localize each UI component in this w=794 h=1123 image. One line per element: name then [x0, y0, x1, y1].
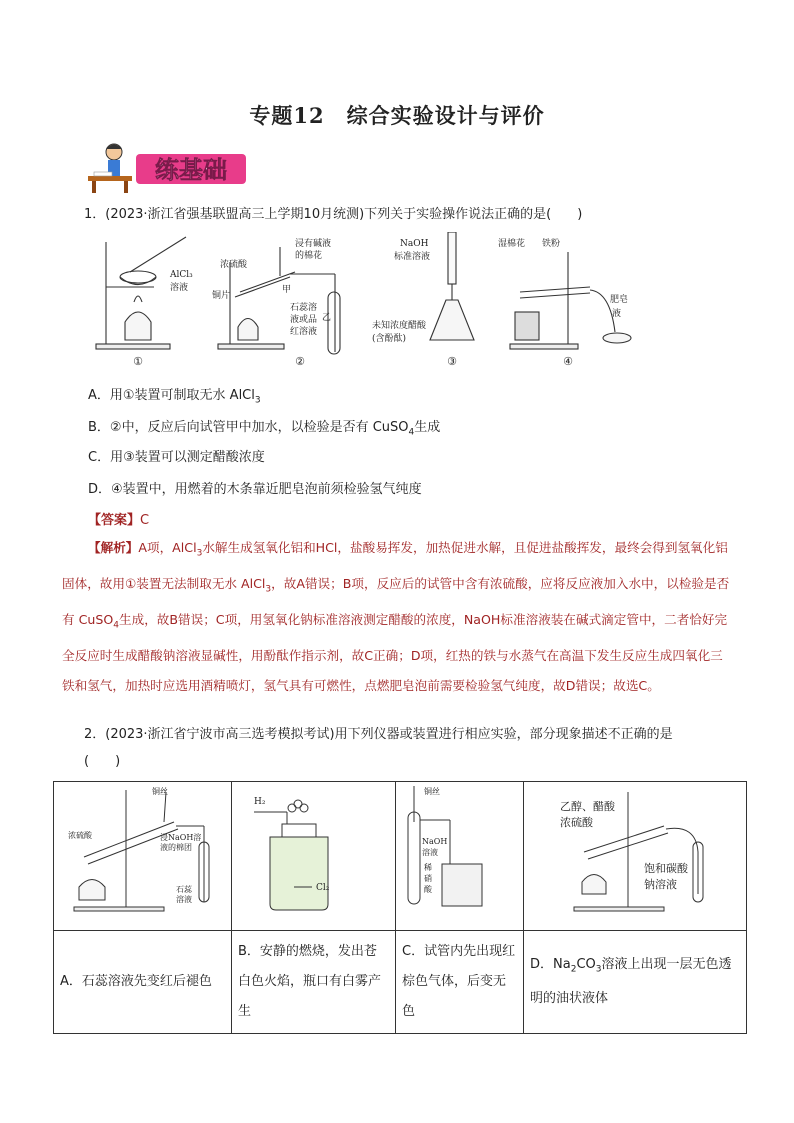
question-1-figure [90, 232, 650, 372]
label-naoh-2: 标准溶液 [394, 252, 431, 262]
label-dilute-3: 酸 [424, 885, 432, 894]
cell-fig-b [232, 782, 396, 931]
label-solution: 溶液 [170, 283, 189, 293]
label-litmus-2: 液或品 [290, 315, 318, 325]
label-reagents-2: 浓硫酸 [560, 816, 593, 829]
cell-fig-c [396, 782, 524, 931]
page-title: 专题12 综合实验设计与评价 [249, 103, 545, 128]
analysis: 【解析】A项，AlCl$_3$水解生成氢氧化铝和HCl，盐酸易挥发，加热促进水解，且促进盐酸挥发，最终会得到氢氧化铝固体，故用①装置无法制取无水 AlCl$_3$，故A错误；B项，反应后的试管中含有浓硫酸，应将反应液加入水中，以检验是否有 CuSO$_4$生成，故B错误；C项，用氢氧化钠标准溶液测定醋酸的浓度，NaOH标准溶液装在碱式滴定管中，二者恰好完全反应时生成醋酸钠溶液显碱性，用酚酞作指示剂，故C正确；D项，红热的铁与水蒸气在高温下发生反应生成四氧化三铁和氢气，加热时应选用酒精喷灯，氢气具有可燃性，点燃肥皂泡前需要检验氢气纯度，故D错误；故选C。 [62, 540, 730, 693]
label-reagents-1: 乙醇、醋酸 [560, 800, 615, 813]
label-litmus-a2: 溶液 [176, 895, 192, 904]
cell-d: D．$Na_2CO_3$溶液上出现一层无色透明的油状液体 [524, 931, 747, 1034]
label-soap-1: 肥皂 [610, 295, 629, 305]
label-dilute-2: 硝 [424, 874, 432, 883]
label-cotton-2: 的棉花 [295, 251, 323, 261]
label-na2co3-2: 钠溶液 [644, 878, 677, 891]
label-litmus-3: 红溶液 [290, 327, 318, 337]
question-2-stem: 2．(2023·浙江省宁波市高三选考模拟考试)用下列仪器或装置进行相应实验，部分现象描述不正确的是 ( ) [84, 727, 673, 769]
label-naoh-cotton-2: 液的棉团 [160, 843, 192, 852]
label-naoh-1: NaOH [400, 239, 429, 249]
label-conc-h2so4: 浓硫酸 [220, 260, 248, 270]
label-acetic-2: (含酚酞) [372, 334, 407, 344]
label-n2: ② [295, 355, 305, 368]
answer: 【答案】C [88, 513, 150, 528]
label-copper-wire-c: 铜丝 [424, 787, 440, 796]
cell-fig-a [54, 782, 232, 931]
question-2-table [53, 781, 747, 1034]
apparatus-1 [96, 237, 189, 349]
label-conc-h2so4-2: 浓硫酸 [68, 831, 92, 840]
label-wet-cotton: 湿棉花 [498, 239, 526, 249]
section-banner [84, 140, 254, 194]
label-cotton-1: 浸有碱液 [295, 239, 332, 249]
apparatus-3 [430, 232, 474, 340]
label-alcl3: AlCl₃ [170, 270, 193, 280]
label-litmus-1: 石蕊溶 [290, 303, 318, 313]
banner-text: 练基础 [155, 156, 227, 184]
label-naoh-cotton-1: 浸NaOH溶 [160, 833, 202, 842]
label-solution-c: 溶液 [422, 848, 438, 857]
label-na2co3-1: 饱和碳酸 [644, 862, 688, 875]
label-litmus-a1: 石蕊 [176, 885, 192, 894]
label-copper: 铜片 [212, 291, 231, 301]
option-d: D．④装置中，用燃着的木条靠近肥皂泡前须检验氢气纯度 [88, 482, 422, 497]
label-h2: H₂ [254, 797, 266, 807]
desk-illustration [88, 176, 132, 181]
option-a: A．用①装置可制取无水 AlCl$_3$ [88, 388, 261, 406]
label-n1: ① [133, 355, 143, 368]
label-n3: ③ [447, 355, 457, 368]
option-c: C．用③装置可以测定醋酸浓度 [88, 450, 265, 465]
label-jia: 甲 [282, 285, 292, 295]
cell-b: B．安静的燃烧，发出苍白色火焰，瓶口有白雾产生 [232, 931, 396, 1034]
cell-fig-d [524, 782, 747, 931]
label-cl2: Cl₂ [316, 883, 330, 893]
question-1-stem: 1．(2023·浙江省强基联盟高三上学期10月统测)下列关于实验操作说法正确的是( ) [84, 207, 583, 222]
label-copper-wire: 铜丝 [152, 787, 168, 796]
label-n4: ④ [563, 355, 573, 368]
label-soap-2: 液 [612, 309, 622, 319]
cell-a: A．石蕊溶液先变红后褪色 [54, 931, 232, 1034]
cell-c: C．试管内先出现红棕色气体，后变无色 [396, 931, 524, 1034]
label-acetic-1: 未知浓度醋酸 [372, 321, 427, 331]
label-naoh-c: NaOH [422, 837, 448, 846]
label-yi: 乙 [322, 313, 332, 323]
option-b: B．②中，反应后向试管甲中加水，以检验是否有 CuSO$_4$生成 [88, 420, 441, 438]
label-dilute-1: 稀 [424, 863, 432, 872]
label-iron: 铁粉 [542, 239, 561, 249]
